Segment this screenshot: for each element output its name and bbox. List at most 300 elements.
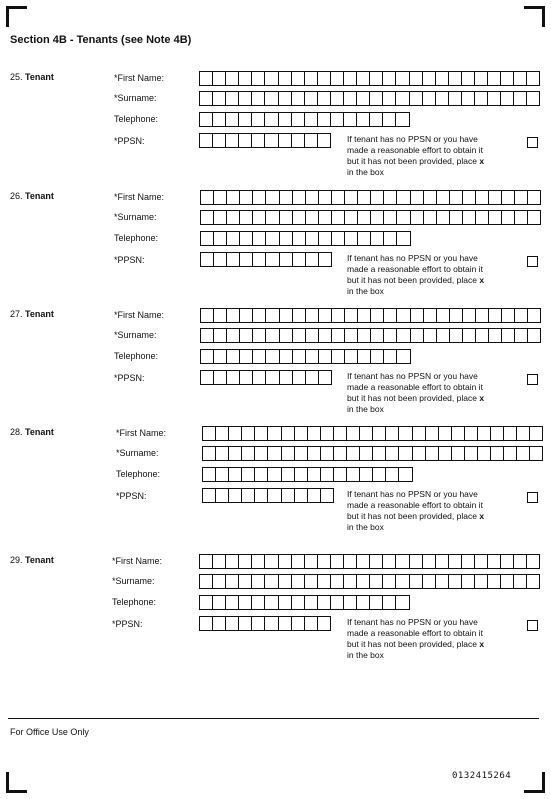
char-cell[interactable]	[253, 370, 266, 385]
char-cell[interactable]	[424, 210, 437, 225]
char-cell[interactable]	[308, 426, 321, 441]
char-cell[interactable]	[293, 210, 306, 225]
char-cell[interactable]	[373, 446, 386, 461]
char-cell[interactable]	[239, 616, 252, 631]
char-cell[interactable]	[268, 467, 281, 482]
char-cell[interactable]	[252, 616, 265, 631]
char-cell[interactable]	[334, 446, 347, 461]
char-cell[interactable]	[413, 426, 426, 441]
char-cell[interactable]	[305, 133, 318, 148]
char-cell[interactable]	[397, 210, 410, 225]
char-cell[interactable]	[280, 328, 293, 343]
char-cell[interactable]	[295, 467, 308, 482]
char-cell[interactable]	[253, 210, 266, 225]
char-cell[interactable]	[201, 349, 214, 364]
first-name-field[interactable]	[202, 426, 543, 441]
no-ppsn-checkbox[interactable]	[527, 620, 538, 631]
char-cell[interactable]	[214, 231, 227, 246]
char-cell[interactable]	[478, 426, 491, 441]
char-cell[interactable]	[332, 349, 345, 364]
no-ppsn-checkbox[interactable]	[527, 492, 538, 503]
char-cell[interactable]	[410, 554, 423, 569]
char-cell[interactable]	[358, 349, 371, 364]
char-cell[interactable]	[240, 328, 253, 343]
char-cell[interactable]	[360, 426, 373, 441]
char-cell[interactable]	[214, 349, 227, 364]
char-cell[interactable]	[449, 554, 462, 569]
char-cell[interactable]	[344, 574, 357, 589]
no-ppsn-checkbox[interactable]	[527, 137, 538, 148]
char-cell[interactable]	[502, 210, 515, 225]
char-cell[interactable]	[530, 426, 543, 441]
char-cell[interactable]	[528, 190, 541, 205]
char-cell[interactable]	[465, 426, 478, 441]
char-cell[interactable]	[213, 554, 226, 569]
char-cell[interactable]	[280, 370, 293, 385]
char-cell[interactable]	[266, 252, 279, 267]
char-cell[interactable]	[265, 91, 278, 106]
char-cell[interactable]	[268, 426, 281, 441]
char-cell[interactable]	[436, 574, 449, 589]
char-cell[interactable]	[437, 210, 450, 225]
char-cell[interactable]	[321, 488, 334, 503]
char-cell[interactable]	[214, 252, 227, 267]
char-cell[interactable]	[332, 308, 345, 323]
char-cell[interactable]	[305, 71, 318, 86]
char-cell[interactable]	[527, 574, 540, 589]
char-cell[interactable]	[357, 91, 370, 106]
char-cell[interactable]	[489, 190, 502, 205]
char-cell[interactable]	[357, 112, 370, 127]
char-cell[interactable]	[239, 133, 252, 148]
char-cell[interactable]	[332, 328, 345, 343]
char-cell[interactable]	[201, 231, 214, 246]
char-cell[interactable]	[266, 370, 279, 385]
char-cell[interactable]	[347, 446, 360, 461]
char-cell[interactable]	[345, 190, 358, 205]
char-cell[interactable]	[226, 133, 239, 148]
char-cell[interactable]	[331, 574, 344, 589]
char-cell[interactable]	[265, 554, 278, 569]
char-cell[interactable]	[331, 71, 344, 86]
char-cell[interactable]	[449, 574, 462, 589]
char-cell[interactable]	[229, 488, 242, 503]
char-cell[interactable]	[308, 446, 321, 461]
char-cell[interactable]	[200, 112, 213, 127]
char-cell[interactable]	[227, 190, 240, 205]
char-cell[interactable]	[305, 91, 318, 106]
char-cell[interactable]	[239, 574, 252, 589]
char-cell[interactable]	[463, 210, 476, 225]
char-cell[interactable]	[411, 210, 424, 225]
char-cell[interactable]	[514, 91, 527, 106]
char-cell[interactable]	[383, 554, 396, 569]
char-cell[interactable]	[424, 190, 437, 205]
char-cell[interactable]	[319, 210, 332, 225]
ppsn-field[interactable]	[199, 616, 331, 631]
char-cell[interactable]	[239, 112, 252, 127]
char-cell[interactable]	[226, 616, 239, 631]
char-cell[interactable]	[475, 91, 488, 106]
char-cell[interactable]	[319, 370, 332, 385]
char-cell[interactable]	[308, 467, 321, 482]
char-cell[interactable]	[229, 426, 242, 441]
char-cell[interactable]	[266, 308, 279, 323]
char-cell[interactable]	[227, 349, 240, 364]
char-cell[interactable]	[410, 71, 423, 86]
char-cell[interactable]	[515, 328, 528, 343]
char-cell[interactable]	[213, 595, 226, 610]
surname-field[interactable]	[199, 91, 540, 106]
char-cell[interactable]	[528, 210, 541, 225]
char-cell[interactable]	[318, 595, 331, 610]
char-cell[interactable]	[292, 133, 305, 148]
char-cell[interactable]	[452, 426, 465, 441]
char-cell[interactable]	[411, 190, 424, 205]
char-cell[interactable]	[475, 574, 488, 589]
char-cell[interactable]	[216, 446, 229, 461]
char-cell[interactable]	[463, 308, 476, 323]
char-cell[interactable]	[227, 328, 240, 343]
char-cell[interactable]	[399, 467, 412, 482]
char-cell[interactable]	[292, 595, 305, 610]
char-cell[interactable]	[292, 71, 305, 86]
char-cell[interactable]	[253, 349, 266, 364]
char-cell[interactable]	[266, 190, 279, 205]
char-cell[interactable]	[358, 190, 371, 205]
char-cell[interactable]	[450, 210, 463, 225]
char-cell[interactable]	[530, 446, 543, 461]
char-cell[interactable]	[201, 190, 214, 205]
char-cell[interactable]	[450, 328, 463, 343]
char-cell[interactable]	[357, 574, 370, 589]
char-cell[interactable]	[242, 446, 255, 461]
char-cell[interactable]	[240, 210, 253, 225]
char-cell[interactable]	[411, 328, 424, 343]
char-cell[interactable]	[293, 328, 306, 343]
char-cell[interactable]	[462, 71, 475, 86]
char-cell[interactable]	[424, 308, 437, 323]
char-cell[interactable]	[383, 574, 396, 589]
char-cell[interactable]	[266, 349, 279, 364]
char-cell[interactable]	[279, 554, 292, 569]
char-cell[interactable]	[252, 133, 265, 148]
char-cell[interactable]	[345, 231, 358, 246]
char-cell[interactable]	[501, 71, 514, 86]
char-cell[interactable]	[305, 574, 318, 589]
char-cell[interactable]	[488, 91, 501, 106]
char-cell[interactable]	[200, 554, 213, 569]
char-cell[interactable]	[295, 488, 308, 503]
char-cell[interactable]	[528, 328, 541, 343]
char-cell[interactable]	[216, 467, 229, 482]
char-cell[interactable]	[514, 71, 527, 86]
char-cell[interactable]	[292, 554, 305, 569]
char-cell[interactable]	[371, 349, 384, 364]
char-cell[interactable]	[411, 308, 424, 323]
char-cell[interactable]	[373, 426, 386, 441]
char-cell[interactable]	[252, 91, 265, 106]
char-cell[interactable]	[279, 91, 292, 106]
char-cell[interactable]	[279, 574, 292, 589]
char-cell[interactable]	[214, 210, 227, 225]
char-cell[interactable]	[293, 190, 306, 205]
char-cell[interactable]	[383, 71, 396, 86]
char-cell[interactable]	[308, 488, 321, 503]
char-cell[interactable]	[200, 574, 213, 589]
char-cell[interactable]	[423, 574, 436, 589]
char-cell[interactable]	[423, 91, 436, 106]
char-cell[interactable]	[213, 71, 226, 86]
char-cell[interactable]	[295, 446, 308, 461]
char-cell[interactable]	[201, 252, 214, 267]
char-cell[interactable]	[504, 446, 517, 461]
char-cell[interactable]	[423, 554, 436, 569]
char-cell[interactable]	[396, 112, 409, 127]
char-cell[interactable]	[370, 595, 383, 610]
char-cell[interactable]	[268, 446, 281, 461]
char-cell[interactable]	[295, 426, 308, 441]
char-cell[interactable]	[306, 349, 319, 364]
char-cell[interactable]	[399, 446, 412, 461]
char-cell[interactable]	[240, 349, 253, 364]
char-cell[interactable]	[463, 328, 476, 343]
char-cell[interactable]	[344, 554, 357, 569]
char-cell[interactable]	[502, 308, 515, 323]
char-cell[interactable]	[397, 349, 410, 364]
char-cell[interactable]	[214, 308, 227, 323]
char-cell[interactable]	[293, 308, 306, 323]
char-cell[interactable]	[370, 554, 383, 569]
ppsn-field[interactable]	[200, 370, 332, 385]
char-cell[interactable]	[305, 595, 318, 610]
char-cell[interactable]	[462, 91, 475, 106]
char-cell[interactable]	[266, 328, 279, 343]
char-cell[interactable]	[370, 91, 383, 106]
char-cell[interactable]	[321, 446, 334, 461]
char-cell[interactable]	[527, 91, 540, 106]
telephone-field[interactable]	[200, 231, 411, 246]
char-cell[interactable]	[292, 112, 305, 127]
no-ppsn-checkbox[interactable]	[527, 256, 538, 267]
char-cell[interactable]	[502, 190, 515, 205]
char-cell[interactable]	[216, 426, 229, 441]
char-cell[interactable]	[502, 328, 515, 343]
char-cell[interactable]	[332, 190, 345, 205]
char-cell[interactable]	[501, 574, 514, 589]
char-cell[interactable]	[280, 252, 293, 267]
char-cell[interactable]	[437, 190, 450, 205]
char-cell[interactable]	[318, 616, 331, 631]
char-cell[interactable]	[226, 554, 239, 569]
char-cell[interactable]	[357, 71, 370, 86]
char-cell[interactable]	[439, 446, 452, 461]
char-cell[interactable]	[478, 446, 491, 461]
char-cell[interactable]	[280, 349, 293, 364]
char-cell[interactable]	[344, 112, 357, 127]
char-cell[interactable]	[462, 554, 475, 569]
char-cell[interactable]	[255, 446, 268, 461]
char-cell[interactable]	[292, 574, 305, 589]
char-cell[interactable]	[305, 112, 318, 127]
char-cell[interactable]	[318, 112, 331, 127]
char-cell[interactable]	[347, 426, 360, 441]
char-cell[interactable]	[371, 210, 384, 225]
char-cell[interactable]	[489, 308, 502, 323]
char-cell[interactable]	[332, 231, 345, 246]
char-cell[interactable]	[396, 595, 409, 610]
char-cell[interactable]	[266, 210, 279, 225]
char-cell[interactable]	[305, 554, 318, 569]
char-cell[interactable]	[517, 426, 530, 441]
first-name-field[interactable]	[200, 190, 541, 205]
char-cell[interactable]	[280, 190, 293, 205]
char-cell[interactable]	[319, 231, 332, 246]
char-cell[interactable]	[357, 554, 370, 569]
char-cell[interactable]	[306, 370, 319, 385]
char-cell[interactable]	[370, 112, 383, 127]
char-cell[interactable]	[450, 308, 463, 323]
char-cell[interactable]	[517, 446, 530, 461]
char-cell[interactable]	[515, 190, 528, 205]
char-cell[interactable]	[489, 210, 502, 225]
char-cell[interactable]	[252, 595, 265, 610]
char-cell[interactable]	[501, 554, 514, 569]
char-cell[interactable]	[331, 595, 344, 610]
char-cell[interactable]	[437, 328, 450, 343]
char-cell[interactable]	[489, 328, 502, 343]
char-cell[interactable]	[255, 488, 268, 503]
char-cell[interactable]	[358, 308, 371, 323]
char-cell[interactable]	[239, 91, 252, 106]
char-cell[interactable]	[410, 91, 423, 106]
char-cell[interactable]	[306, 308, 319, 323]
char-cell[interactable]	[386, 467, 399, 482]
char-cell[interactable]	[318, 133, 331, 148]
char-cell[interactable]	[488, 71, 501, 86]
char-cell[interactable]	[214, 190, 227, 205]
char-cell[interactable]	[397, 308, 410, 323]
char-cell[interactable]	[373, 467, 386, 482]
char-cell[interactable]	[306, 328, 319, 343]
char-cell[interactable]	[214, 328, 227, 343]
char-cell[interactable]	[265, 595, 278, 610]
char-cell[interactable]	[253, 308, 266, 323]
char-cell[interactable]	[501, 91, 514, 106]
char-cell[interactable]	[200, 71, 213, 86]
char-cell[interactable]	[252, 554, 265, 569]
surname-field[interactable]	[199, 574, 540, 589]
surname-field[interactable]	[202, 446, 543, 461]
char-cell[interactable]	[476, 328, 489, 343]
char-cell[interactable]	[227, 308, 240, 323]
char-cell[interactable]	[306, 231, 319, 246]
char-cell[interactable]	[384, 231, 397, 246]
char-cell[interactable]	[306, 210, 319, 225]
char-cell[interactable]	[488, 574, 501, 589]
char-cell[interactable]	[240, 308, 253, 323]
char-cell[interactable]	[253, 328, 266, 343]
char-cell[interactable]	[396, 554, 409, 569]
char-cell[interactable]	[334, 426, 347, 441]
char-cell[interactable]	[255, 467, 268, 482]
char-cell[interactable]	[371, 308, 384, 323]
char-cell[interactable]	[397, 328, 410, 343]
char-cell[interactable]	[413, 446, 426, 461]
char-cell[interactable]	[475, 554, 488, 569]
char-cell[interactable]	[334, 467, 347, 482]
char-cell[interactable]	[452, 446, 465, 461]
char-cell[interactable]	[280, 210, 293, 225]
char-cell[interactable]	[266, 231, 279, 246]
char-cell[interactable]	[203, 467, 216, 482]
char-cell[interactable]	[424, 328, 437, 343]
char-cell[interactable]	[201, 328, 214, 343]
char-cell[interactable]	[410, 574, 423, 589]
char-cell[interactable]	[462, 574, 475, 589]
char-cell[interactable]	[358, 231, 371, 246]
char-cell[interactable]	[331, 91, 344, 106]
char-cell[interactable]	[265, 574, 278, 589]
char-cell[interactable]	[203, 426, 216, 441]
char-cell[interactable]	[201, 308, 214, 323]
char-cell[interactable]	[319, 190, 332, 205]
char-cell[interactable]	[344, 595, 357, 610]
ppsn-field[interactable]	[200, 252, 332, 267]
char-cell[interactable]	[514, 554, 527, 569]
char-cell[interactable]	[319, 308, 332, 323]
char-cell[interactable]	[292, 91, 305, 106]
char-cell[interactable]	[279, 112, 292, 127]
char-cell[interactable]	[488, 554, 501, 569]
char-cell[interactable]	[384, 190, 397, 205]
char-cell[interactable]	[239, 554, 252, 569]
char-cell[interactable]	[253, 231, 266, 246]
char-cell[interactable]	[265, 112, 278, 127]
char-cell[interactable]	[306, 252, 319, 267]
char-cell[interactable]	[200, 616, 213, 631]
char-cell[interactable]	[200, 133, 213, 148]
char-cell[interactable]	[280, 308, 293, 323]
char-cell[interactable]	[476, 210, 489, 225]
char-cell[interactable]	[396, 91, 409, 106]
char-cell[interactable]	[200, 91, 213, 106]
char-cell[interactable]	[203, 488, 216, 503]
char-cell[interactable]	[321, 467, 334, 482]
char-cell[interactable]	[515, 308, 528, 323]
char-cell[interactable]	[332, 210, 345, 225]
char-cell[interactable]	[439, 426, 452, 441]
char-cell[interactable]	[203, 446, 216, 461]
char-cell[interactable]	[370, 574, 383, 589]
char-cell[interactable]	[437, 308, 450, 323]
char-cell[interactable]	[383, 91, 396, 106]
char-cell[interactable]	[213, 133, 226, 148]
char-cell[interactable]	[476, 308, 489, 323]
char-cell[interactable]	[252, 112, 265, 127]
char-cell[interactable]	[240, 231, 253, 246]
first-name-field[interactable]	[200, 308, 541, 323]
char-cell[interactable]	[319, 252, 332, 267]
char-cell[interactable]	[227, 210, 240, 225]
char-cell[interactable]	[383, 112, 396, 127]
char-cell[interactable]	[200, 595, 213, 610]
char-cell[interactable]	[386, 446, 399, 461]
char-cell[interactable]	[227, 370, 240, 385]
surname-field[interactable]	[200, 328, 541, 343]
char-cell[interactable]	[293, 370, 306, 385]
char-cell[interactable]	[319, 349, 332, 364]
